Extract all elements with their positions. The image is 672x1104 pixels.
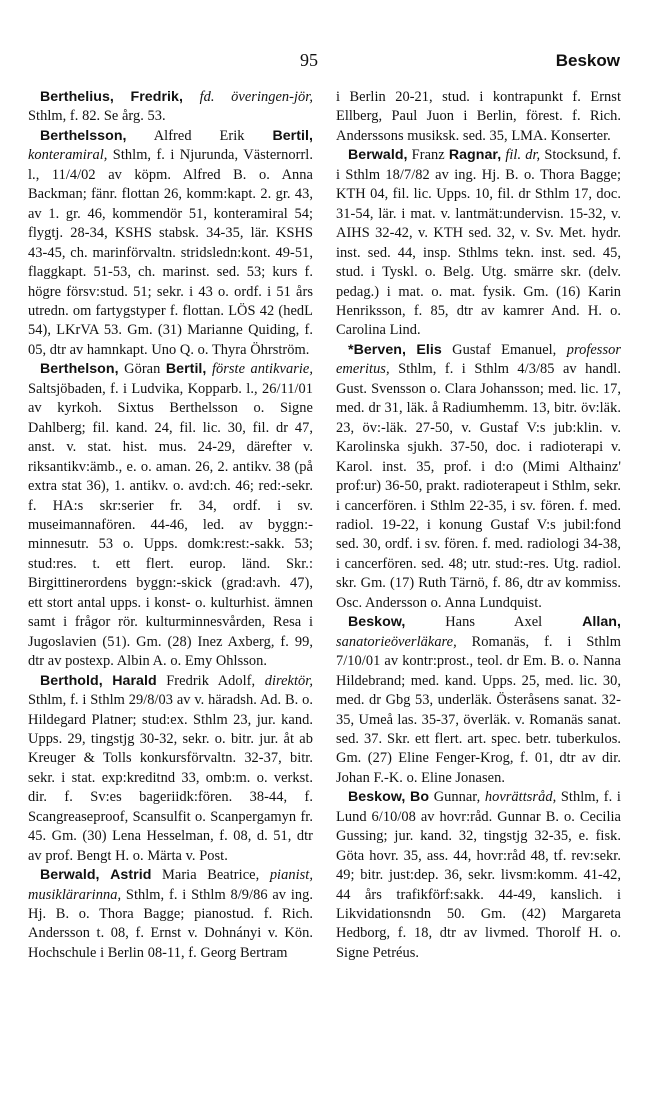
- entry-text: Sthlm, f. i Sthlm 29/8/03 av v. häradsh. Ad. B. o. Hildegard Platner; stud:ex. Sthlm 23, jur. kand. Upps. 29, tingstjg 30-32, sekr. o. bitr. jur. åt ab Kreuger & Tolls konkursförvaltn. 32-37, bitr. sekr. i stat. exp:kreditnd 33, omb:m. o. verkst. dir. f. Sv:es bageriidk:fören. 38-44, f. Scangreaseproof, Scansulfit o. Scanpergamyn fr. 45. Gm. (30) Lena Hesselman, f. 08, d. 51, dtr av prof. Bengt H. o. Märta v. Post.: [28, 692, 313, 864]
- entry-text: Saltsjöbaden, f. i Ludvika, Kopparb. l., 26/11/01 av kyrkoh. Sixtus Berthelsson o. Signe Dahlberg; fil. kand. 24, fil. lic. 30, fil. dr 47, anst. v. stat. hist. mus. 24-29, därefter v. riksantikv:ämb., e. o. aman. 26, 2. antikv. 38 (på extra stat 36), 1. antikv. o. avd:ch. 46; red:-sekr. f. HA:s skr:serier fr. 34, ordf. i sv. museimannafören. 44-46, led. av byggn:-minnesutr. 53 o. Upps. domk:rest:-sakk. 53; stud:res. t. ett flert. europ. länd. Skr.: Birgittinerordens byggn:-skick (grad:avh. 47), ett stort antal upps. i konst- o. kulturhist. ämnen samt i frågor rör. kulturminnesvården, Resa i Jugoslavien (51). Gm. (28) Inez Axberg, f. 99, dtr av postexp. Albin A. o. Emy Ohlsson.: [28, 380, 313, 670]
- biography-entry: [336, 341, 621, 613]
- page-number: 95: [300, 50, 318, 70]
- entry-text: Sthlm, f. i Njurunda, Västernorrl. l., 11/4/02 av köpm. Alfred B. o. Anna Backman; fänr. flottan 26, komm:kapt. 2. gr. 43, av 1. gr. 46, kommendör 51, konteramiral 54; flygtj. 28-34, KSHS stabsk. 34-35, lär. KSHS 43-45, ch. marinförvaltn. stridsledn:kont. 49-51, flaggkapt. 51-53, ch. marinst. sed. 53; kurs f. högre försv:stud. 51; sekr. i 43 o. ordf. i 51 års utredn. om fartygstyper f. flottan. LÖS 42 (hedL 54), LKrVA 53. Gm. (31) Marianne Quiding, f. 05, dtr av hamnkapt. Uno Q. o. Thyra Öhrström.: [28, 147, 313, 358]
- entry-surname: Berthelius,: [40, 89, 114, 105]
- entry-title: pianist, musiklärarinna,: [28, 867, 313, 903]
- entry-title: hovrättsråd,: [484, 789, 557, 806]
- entry-given-name: Bertil,: [272, 127, 313, 144]
- entry-title: fil. dr,: [505, 147, 541, 164]
- right-column: [336, 88, 621, 963]
- entry-title: förste antikvarie,: [211, 361, 314, 378]
- entry-surname: Berthelsson,: [40, 127, 127, 144]
- biography-entry: [336, 788, 621, 963]
- entry-given-name: Bertil,: [165, 361, 207, 378]
- entry-given-name: Allan,: [582, 614, 621, 631]
- entry-given-name: Elis: [416, 341, 442, 358]
- entry-given-name: Astrid: [110, 867, 152, 884]
- entry-given-name: Harald: [112, 672, 157, 689]
- entry-surname: Berwald,: [348, 147, 408, 164]
- biography-entry: [28, 360, 313, 671]
- biography-entry: [28, 672, 313, 867]
- entry-text: Sthlm, f. i Sthlm 8/9/86 av ing. Hj. B. o. Thora Bagge; pianostud. f. Rich. Andersson t. 08, f. Ernst v. Dohnányi v. Kön. Hochschule i Berlin 08-11, f. Georg Bertram: [28, 886, 314, 961]
- entry-given-name: Fredrik,: [130, 89, 183, 105]
- entry-surname: Berthelson,: [40, 361, 119, 378]
- biography-entry: [28, 866, 313, 963]
- entry-text: Stocksund, f. i Sthlm 18/7/82 av ing. Hj. B. o. Thora Bagge; KTH 04, fil. lic. Upps. 10, fil. dr Sthlm 17, doc. 31-54, lär. i mat. v. lantmät:undervisn. 15-32, v. AIHS 32-42, v. KTH sed. 32, v. Sv. Met. hydr. inst. sed. 44, insp. Sthlms tekn. inst. sed. 45, stud. i Tyskl. o. Belg. Utg. smärre skr. (delv. pedag.) i mat. o. mat. fysik. Gm. (16) Karin Henriksson, f. 85, dtr av kamrer And. H. o. Carolina Lind.: [336, 147, 621, 339]
- entry-forenames: Göran: [124, 361, 161, 378]
- entry-title: sanatorieöverläkare,: [336, 633, 457, 650]
- entry-forenames-after: Gunnar,: [433, 789, 481, 806]
- biography-entry: [28, 88, 313, 127]
- entry-given-name: Bo: [410, 789, 430, 806]
- entry-surname: Beskow,: [348, 614, 406, 631]
- entry-forenames-after: Fredrik Adolf,: [166, 672, 256, 689]
- entry-forenames: Alfred Erik: [153, 127, 245, 144]
- entry-text: Sthlm, f. 82. Se årg. 53.: [28, 108, 166, 125]
- biography-entry: [336, 146, 621, 341]
- entry-given-name: Ragnar,: [448, 147, 502, 164]
- entry-title: fd. överingen-jör,: [199, 89, 314, 105]
- biography-entry: [28, 127, 313, 360]
- entry-surname: *Berven,: [348, 341, 406, 358]
- entry-forenames: Hans Axel: [445, 614, 543, 631]
- entry-forenames: Franz: [411, 147, 445, 164]
- entry-forenames-after: Maria Beatrice,: [162, 867, 260, 884]
- left-column: [28, 88, 313, 963]
- entry-text: i Berlin 20-21, stud. i kontrapunkt f. Ernst Ellberg, Paul Juon i Berlin, förest. f. Rich. Anderssons musiksk. sed. 35, LMA. Konserter.: [336, 89, 621, 144]
- entry-text: Sthlm, f. i Sthlm 4/3/85 av handl. Gust. Svensson o. Clara Johansson; med. lic. 17, med. dr 31, läk. å Radiumhemm. 13, bitr. öv:läk. 23, öv:-läk. 27-50, v. Gustaf V:s jub:klin. v. Karolinska sjukh. 37-50, doc. i radioterapi v. Karol. inst. 35, prof. i d:o (Mimi Althainz' prof:ur) 36-50, prakt. radioterapeut i Sthlm, sekr. i cancerfören. i Sthlm 22-35, i sv. fören. f. med. radiol. 19-22, i konung Gustaf V:s jubil:fond sed. 30, ordf. i sv. fören. f. med. radiologi 34-38, i cancerfören. sed. 48; utr. stud:-res. Utg. radiol. skr. Gm. (17) Ruth Tärnö, f. 86, dtr av kommiss. Osc. Andersson o. Anna Lundquist.: [336, 361, 621, 611]
- entry-title: direktör,: [264, 672, 313, 689]
- biography-entry: [336, 613, 621, 788]
- entry-title: professor emeritus,: [336, 341, 622, 378]
- entry-surname: Berthold,: [40, 672, 103, 689]
- entry-text: Romanäs, f. i Sthlm 7/10/01 av kontr:prost., teol. dr Em. B. o. Nanna Hildebrand; med. kand. Upps. 25, med. lic. 30, med. dr Gbg 53, underläk. Österåsens sanat. 32-35, Umeå las. 35-37, överläk. v. Romanäs sanat. sed. 37. Skr. ett flert. art. spec. betr. tuberkulos. Gm. (27) Eline Fenger-Krog, f. 01, dtr av dir. Johan F.-K. o. Eline Jonasen.: [336, 633, 621, 786]
- entry-surname: Beskow,: [348, 789, 406, 806]
- entry-forenames-after: Gustaf Emanuel,: [452, 341, 557, 358]
- entry-title: konteramiral,: [28, 147, 108, 164]
- entry-text: Sthlm, f. i Lund 6/10/08 av hovr:råd. Gunnar B. o. Cecilia Gussing; jur. kand. 32, tingstjg 32-35, e. fisk. Göta hovr. 35, ass. 44, hovr:råd 48, tf. rev:sekr. 49; bitr. just:dep. 36, sekr. livsm:komm. 41-42, 44 års trafikförf:sakk. 44-49, kanslich. i Likvidationsndn 50. Gm. (42) Margareta Hedborg, f. 18, dtr av livmed. Thorolf H. o. Signe Petréus.: [336, 789, 621, 961]
- entry-surname: Berwald,: [40, 867, 100, 884]
- entry-continuation: [336, 88, 621, 146]
- running-head: Beskow: [555, 51, 620, 70]
